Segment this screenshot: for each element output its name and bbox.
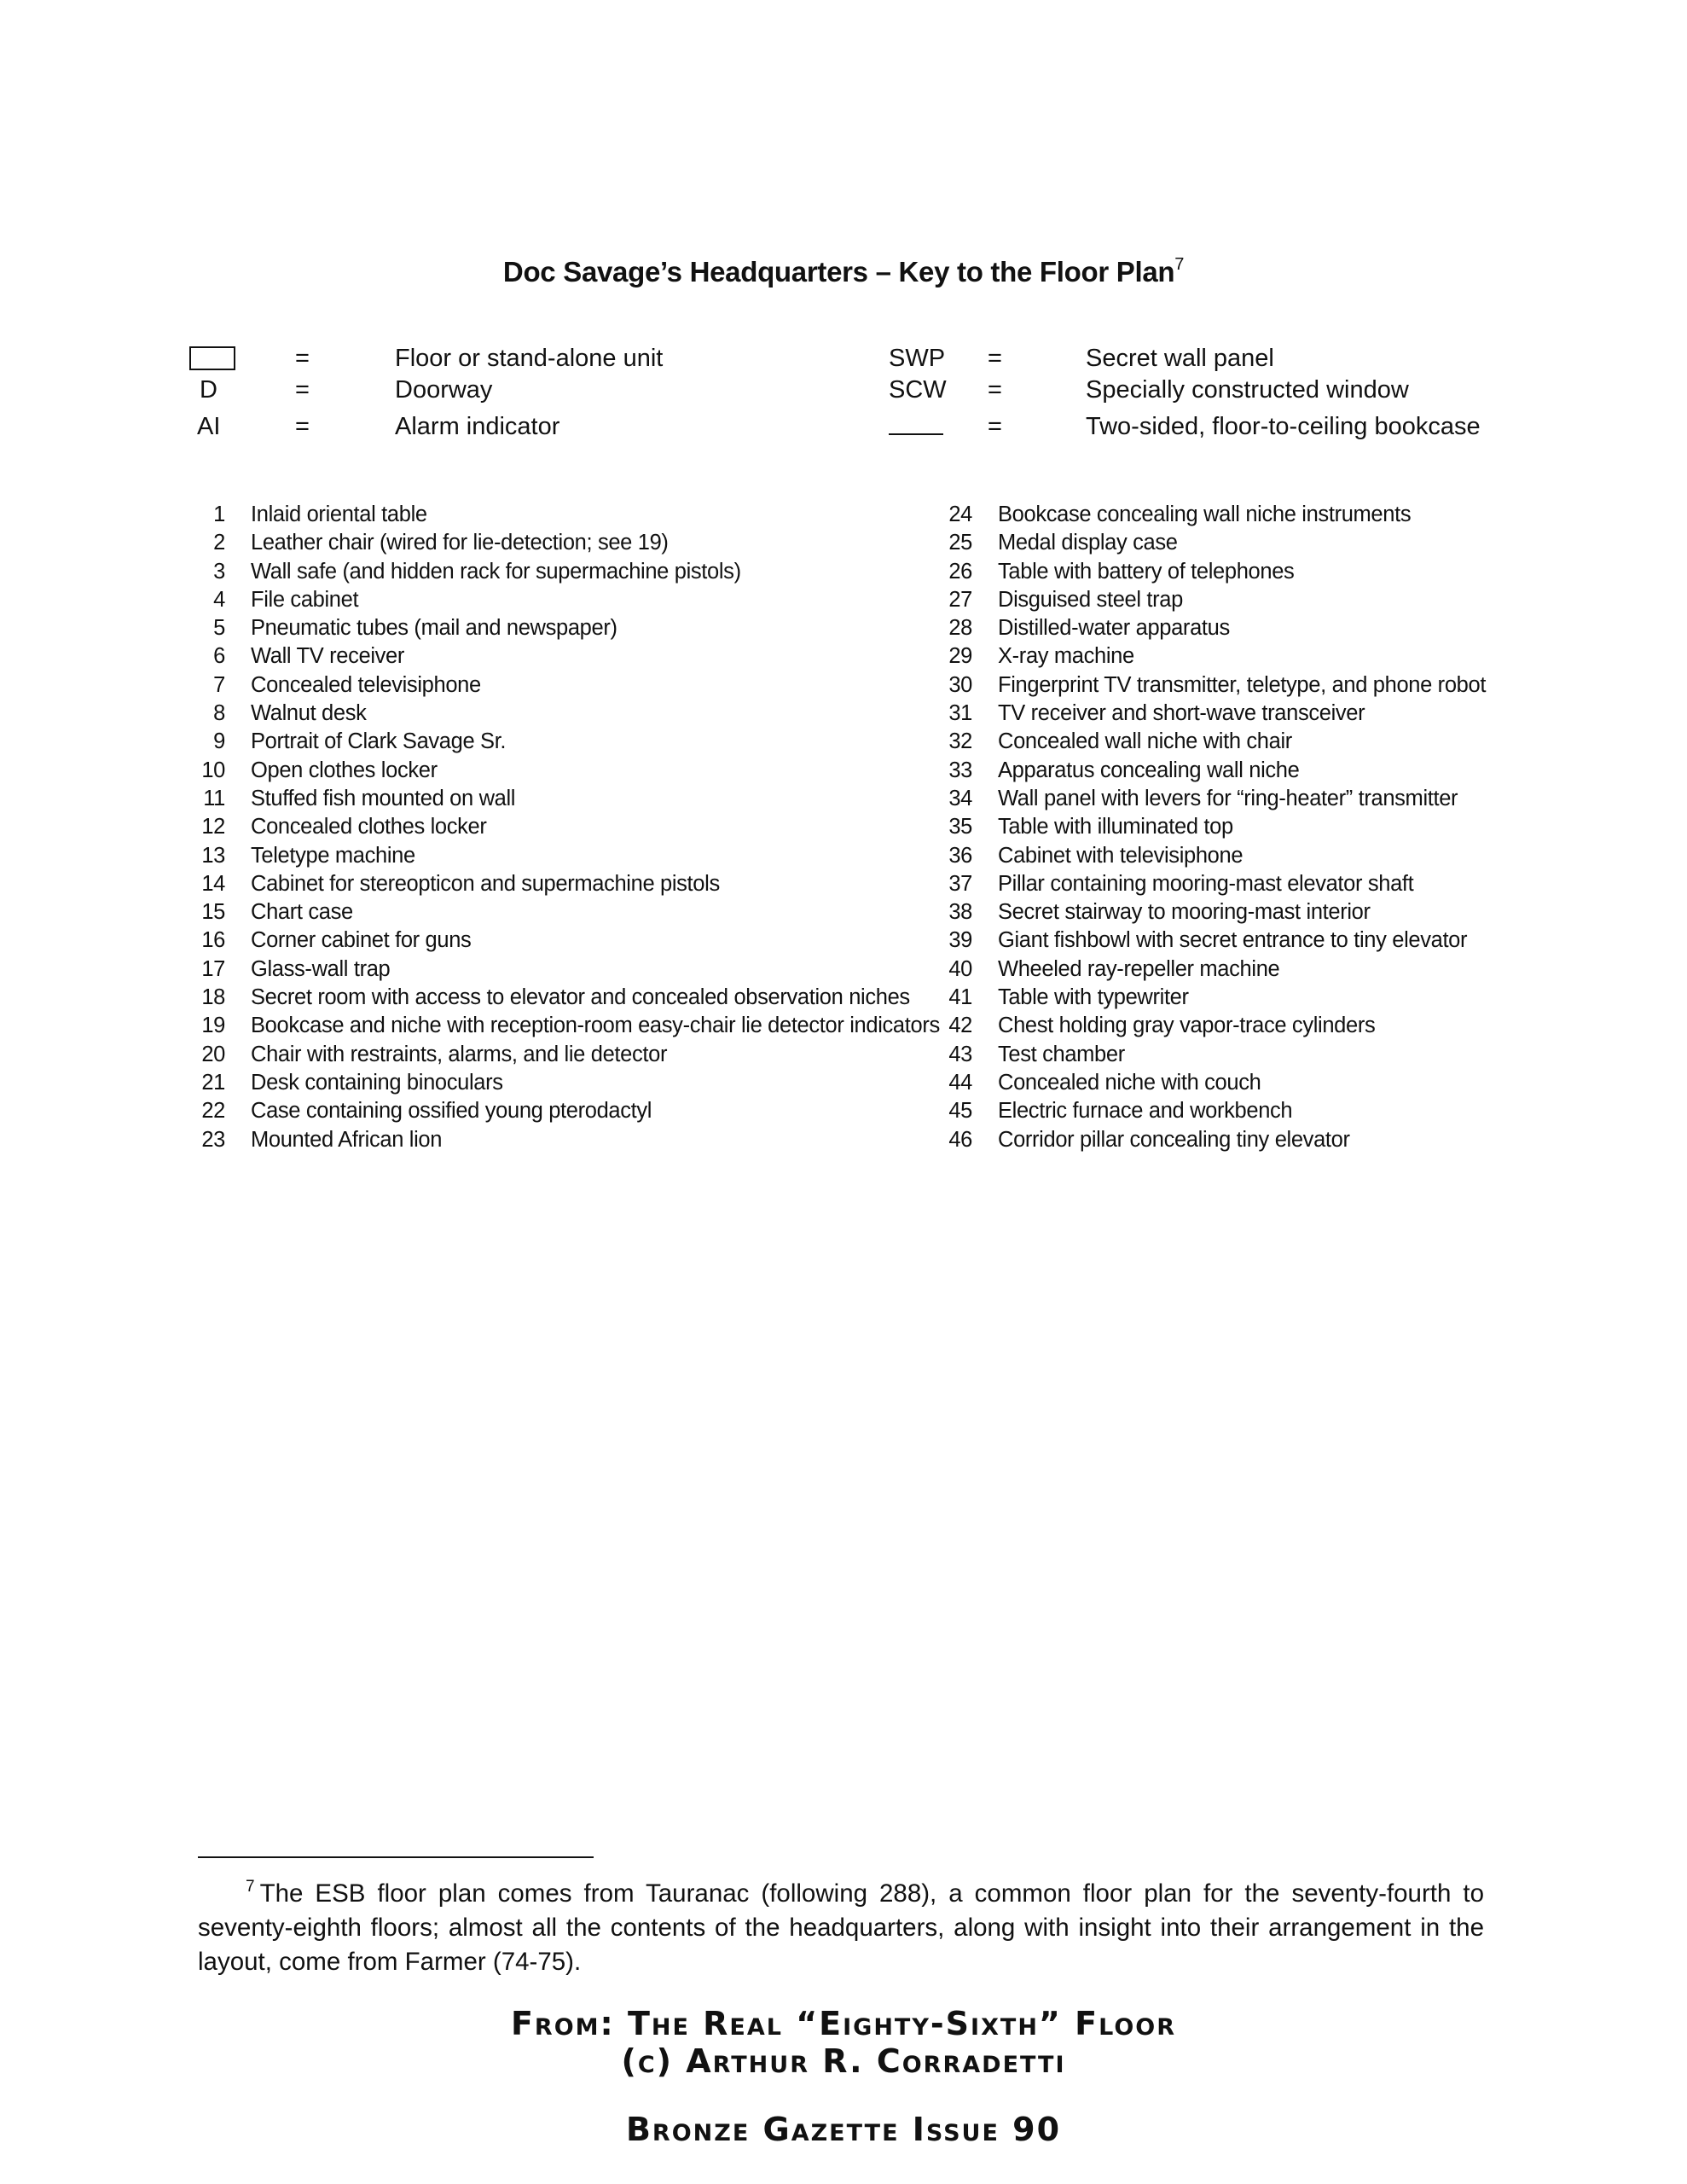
list-item [936,813,1486,841]
item-description: Pneumatic tubes (mail and newspaper) [251,616,617,641]
legend-symbol: D [200,376,217,404]
item-number: 10 [201,758,225,782]
item-number: 15 [201,900,225,925]
item-number: 22 [201,1099,225,1124]
item-description: Giant fishbowl with secret entrance to tiny elevator [998,928,1468,953]
list-item [189,785,940,813]
list-item [189,501,940,529]
page-title-text: Doc Savage’s Headquarters – Key to the Floor Plan [502,256,1175,288]
item-description: Concealed televisiphone [251,672,481,697]
item-number: 6 [213,644,225,669]
legend-symbol: SWP [889,345,946,372]
rectangle-box-icon [189,346,235,370]
list-item [189,898,940,926]
list-item [189,757,940,785]
list-item [189,671,940,700]
item-description: Wall safe (and hidden rack for supermachine pistols) [251,559,741,584]
legend-meaning: Specially constructed window [1086,376,1409,404]
item-description: Glass-wall trap [251,956,391,981]
list-item [936,956,1486,984]
item-number: 2 [213,531,225,555]
item-number: 36 [948,843,972,868]
item-description: Desk containing binoculars [251,1070,503,1095]
item-number: 39 [948,928,972,953]
list-item [936,642,1486,671]
list-item [189,813,940,841]
legend-meaning: Doorway [395,376,493,404]
item-number: 3 [213,559,225,584]
item-description: Chart case [251,900,353,925]
item-number: 23 [201,1127,225,1152]
item-number: 40 [948,956,972,981]
item-description: Medal display case [998,531,1178,555]
item-number: 24 [948,502,972,526]
item-number: 44 [948,1070,972,1095]
item-description: Table with illuminated top [998,815,1233,839]
list-item [189,870,940,898]
legend-eq: = [988,345,1002,372]
item-description: Case containing ossified young pterodactyl [251,1099,652,1124]
item-description: Table with typewriter [998,985,1189,1010]
list-item [189,842,940,870]
item-description: Chair with restraints, alarms, and lie detector [251,1042,668,1066]
item-number: 13 [201,843,225,868]
list-item [189,1041,940,1069]
item-description: Concealed clothes locker [251,815,487,839]
legend-eq: = [988,376,1002,404]
list-item [936,898,1486,926]
item-description: Secret room with access to elevator and concealed observation niches [251,985,910,1010]
item-number: 30 [948,672,972,697]
footnote-marker: 7 [246,1878,255,1896]
legend-symbol: AI [197,413,221,440]
legend-eq: = [295,413,310,440]
legend-meaning: Two-sided, floor-to-ceiling bookcase [1086,413,1481,440]
item-description: Secret stairway to mooring-mast interior [998,900,1371,925]
item-description: Chest holding gray vapor-trace cylinders [998,1014,1376,1038]
item-description: Apparatus concealing wall niche [998,758,1300,782]
item-number: 21 [201,1070,225,1095]
list-item [936,870,1486,898]
list-item [936,926,1486,955]
item-number: 19 [201,1014,225,1038]
item-description: Corridor pillar concealing tiny elevator [998,1127,1350,1152]
item-description: Mounted African lion [251,1127,443,1152]
item-description: Concealed niche with couch [998,1070,1261,1095]
list-item [936,757,1486,785]
item-number: 35 [948,815,972,839]
item-description: Bookcase concealing wall niche instruments [998,502,1412,526]
item-number: 5 [213,616,225,641]
item-description: Wall TV receiver [251,644,405,669]
page-title [0,256,1687,288]
item-number: 28 [948,616,972,641]
list-item [189,558,940,586]
item-description: Leather chair (wired for lie-detection; see 19) [251,531,669,555]
item-description: Teletype machine [251,843,415,868]
list-item [189,529,940,557]
item-list-right [936,501,1486,1154]
item-description: Walnut desk [251,701,367,726]
item-description: Concealed wall niche with chair [998,729,1292,754]
list-item [189,586,940,614]
item-description: Portrait of Clark Savage Sr. [251,729,507,754]
list-item [936,558,1486,586]
list-item [936,671,1486,700]
item-number: 33 [948,758,972,782]
list-item [189,700,940,728]
list-item [936,1069,1486,1097]
item-number: 25 [948,531,972,555]
item-description: Distilled-water apparatus [998,616,1230,641]
item-description: Table with battery of telephones [998,559,1295,584]
item-list-left [189,501,940,1154]
legend-eq: = [988,413,1002,440]
list-item [936,984,1486,1012]
item-description: Bookcase and niche with reception-room easy-chair lie detector indicators [251,1014,940,1038]
item-description: Stuffed fish mounted on wall [251,786,516,810]
credit-source: From: The Real “Eighty-Sixth” Floor [510,2005,1177,2042]
item-number: 41 [948,985,972,1010]
item-number: 29 [948,644,972,669]
item-description: Pillar containing mooring-mast elevator shaft [998,871,1414,896]
list-item [189,1012,940,1040]
item-number: 7 [213,672,225,697]
horizontal-line-icon [889,433,943,435]
list-item [936,501,1486,529]
footnote-text: The ESB floor plan comes from Tauranac (following 288), a common floor plan for the seventy-fourth to seventy-eighth floors; almost all the contents of the headquarters, along with insight into their arrangement in the layout, come from Farmer (74-75). [198,1879,1484,1976]
list-item [936,728,1486,756]
item-description: X-ray machine [998,644,1134,669]
list-item [936,614,1486,642]
item-number: 45 [948,1099,972,1124]
list-item [189,642,940,671]
list-item [936,529,1486,557]
item-description: TV receiver and short-wave transceiver [998,701,1365,726]
title-footnote-ref: 7 [1174,255,1185,274]
list-item [189,728,940,756]
item-description: Wheeled ray-repeller machine [998,956,1280,981]
item-description: Cabinet with televisiphone [998,843,1244,868]
list-item [936,1097,1486,1125]
list-item [936,1126,1486,1154]
item-description: Fingerprint TV transmitter, teletype, and phone robot [998,672,1487,697]
item-number: 26 [948,559,972,584]
item-description: Disguised steel trap [998,587,1183,612]
footnote-divider [198,1856,594,1858]
list-item [189,1126,940,1154]
item-number: 8 [213,701,225,726]
item-number: 4 [213,587,225,612]
list-item [936,700,1486,728]
list-item [189,1097,940,1125]
item-number: 17 [201,956,225,981]
legend-meaning: Secret wall panel [1086,345,1274,372]
list-item [936,785,1486,813]
item-number: 46 [948,1127,972,1152]
item-description: Electric furnace and workbench [998,1099,1293,1124]
item-description: Test chamber [998,1042,1125,1066]
item-number: 12 [201,815,225,839]
item-number: 9 [213,729,225,754]
item-number: 32 [948,729,972,754]
list-item [189,956,940,984]
item-number: 31 [948,701,972,726]
list-item [936,586,1486,614]
credit-issue: Bronze Gazette Issue 90 [625,2111,1062,2148]
item-description: File cabinet [251,587,359,612]
list-item [936,1041,1486,1069]
item-description: Corner cabinet for guns [251,928,472,953]
legend-eq: = [295,376,310,404]
item-number: 38 [948,900,972,925]
legend-meaning: Floor or stand-alone unit [395,345,664,372]
item-number: 14 [201,871,225,896]
item-number: 11 [203,786,225,810]
item-number: 27 [948,587,972,612]
item-description: Wall panel with levers for “ring-heater” transmitter [998,786,1458,810]
list-item [189,984,940,1012]
list-item [936,1012,1486,1040]
item-number: 42 [948,1014,972,1038]
item-number: 43 [948,1042,972,1066]
item-description: Open clothes locker [251,758,438,782]
item-description: Cabinet for stereopticon and supermachine pistols [251,871,720,896]
list-item [189,1069,940,1097]
legend-eq: = [295,345,310,372]
credit-copyright: (c) Arthur R. Corradetti [621,2042,1066,2080]
item-number: 34 [948,786,972,810]
item-number: 18 [201,985,225,1010]
item-number: 1 [213,502,225,526]
item-description: Inlaid oriental table [251,502,427,526]
list-item [189,614,940,642]
item-number: 16 [201,928,225,953]
list-item [936,842,1486,870]
list-item [189,926,940,955]
footnote [198,1871,1484,1979]
legend-meaning: Alarm indicator [395,413,560,440]
item-number: 20 [201,1042,225,1066]
item-number: 37 [948,871,972,896]
legend-symbol: SCW [889,376,947,404]
